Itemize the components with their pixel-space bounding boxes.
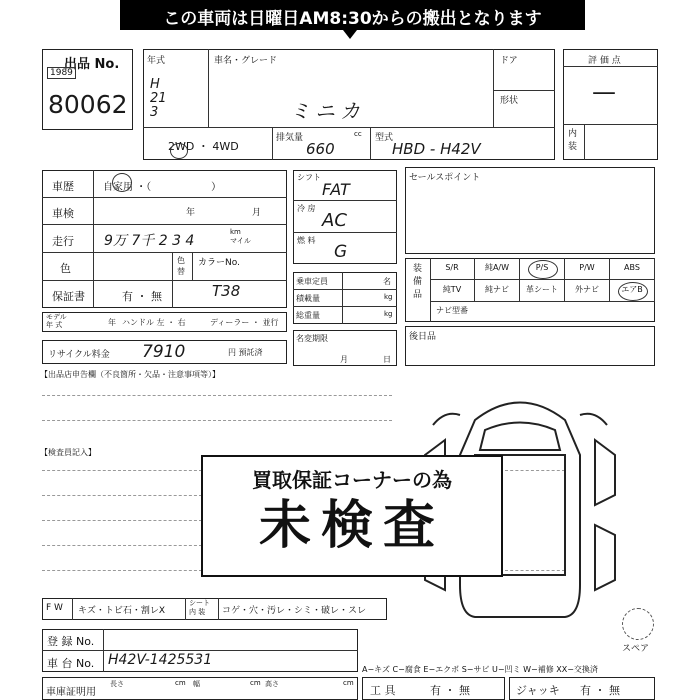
inspector-label: 【検査員記入】 xyxy=(40,448,96,457)
shadai-value: H42V-1425531 xyxy=(108,652,213,668)
dealer-options: ディーラー ・ 並行 xyxy=(210,318,279,327)
equip-option: ABS xyxy=(610,258,655,280)
soko-unit: km マイル xyxy=(230,228,251,245)
sales-point-label: セールスポイント xyxy=(409,173,481,183)
fuel-label: 燃 料 xyxy=(297,236,316,245)
equip-label: 装 備 品 xyxy=(413,264,423,300)
equip-option: 純TV xyxy=(430,280,475,302)
drive-options: 2WD ・ 4WD xyxy=(168,140,239,153)
shamei-label: 車名・グレード xyxy=(214,56,278,66)
equip-option: P/S xyxy=(520,258,565,280)
teiin-label: 乗車定員 xyxy=(296,277,328,286)
shasho-label: 車庫証明用 xyxy=(46,687,96,698)
gojitsu-box xyxy=(405,326,655,366)
haba-label: 幅 xyxy=(193,680,200,688)
naiso-label: 内 装 xyxy=(568,129,578,152)
stamp-line1: 買取保証コーナーの為 xyxy=(252,468,452,492)
hyokaten-value: — xyxy=(592,78,616,106)
equip-option: P/W xyxy=(565,258,610,280)
meihen-day: 日 xyxy=(383,355,391,364)
equip-circle xyxy=(618,282,648,301)
seat-items: コゲ・穴・汚レ・シミ・破レ・スレ xyxy=(222,606,367,616)
declaration-label: 【出品店申告欄（不良箇所・欠品・注意事項等）】 xyxy=(40,370,220,379)
shareki-circle xyxy=(112,173,132,192)
taka-cm: cm xyxy=(343,679,354,687)
jack-label: ジャッキ xyxy=(516,684,560,697)
sekisai-unit: kg xyxy=(384,293,393,301)
iro-label: 色 xyxy=(60,262,71,275)
nenshiki-value: H 21 3 xyxy=(150,77,167,120)
spare-label: スペア xyxy=(622,644,650,654)
shift-label: シフト xyxy=(297,173,321,182)
hosho-options: 有 ・ 無 xyxy=(122,290,162,303)
recycle-label: リサイクル料金 xyxy=(48,350,110,360)
katashiki-label: 型式 xyxy=(375,133,394,143)
katashiki-value: HBD - H42V xyxy=(392,140,481,158)
color-no-value: T38 xyxy=(212,282,241,300)
lot-number: 80062 xyxy=(48,90,128,119)
equip-option: 純ナビ xyxy=(475,280,520,302)
seat-label: シート 内 装 xyxy=(189,599,210,616)
shareki-value: 自家用 ・（ ） xyxy=(103,182,222,193)
lot-label: 出品 No. xyxy=(64,57,120,72)
toroku-label: 登 録 No. xyxy=(47,635,95,648)
cooler-value: AC xyxy=(322,210,347,231)
recycle-unit: 円 預託済 xyxy=(228,348,263,357)
handle-options: ハンドル 左 ・ 右 xyxy=(122,318,186,327)
naga-label: 長さ xyxy=(110,680,124,688)
recycle-value: 7910 xyxy=(142,342,186,362)
nenshiki-label: 年式 xyxy=(147,56,166,66)
sekisai-label: 積載量 xyxy=(296,294,320,303)
shaken-label: 車検 xyxy=(52,207,74,220)
hyokaten-label: 評 価 点 xyxy=(588,56,621,66)
meihen-label: 名変期限 xyxy=(296,334,328,343)
equip-option: 純A/W xyxy=(475,258,520,280)
shift-value: FAT xyxy=(322,180,350,199)
cc-unit: cc xyxy=(354,130,362,138)
soko-value: 9万 7千 2 3 4 xyxy=(104,233,195,249)
naga-cm: cm xyxy=(175,679,186,687)
haikiryo-value: 660 xyxy=(306,140,335,158)
equip-option: S/R xyxy=(430,258,475,280)
jack-options: 有 ・ 無 xyxy=(580,684,620,697)
sojuryo-label: 総重量 xyxy=(296,311,320,320)
stamp-line2: 未検査 xyxy=(258,496,445,556)
lot-year-tag: 1989 xyxy=(47,67,76,79)
haba-cm: cm xyxy=(250,679,261,687)
keijo-label: 形状 xyxy=(500,96,519,106)
kogu-options: 有 ・ 無 xyxy=(430,684,470,697)
haikiryo-label: 排気量 xyxy=(276,133,304,143)
hosho-label: 保証書 xyxy=(52,290,85,303)
equip-circle xyxy=(528,260,558,279)
equip-option: 革シート xyxy=(520,280,565,302)
sojuryo-unit: kg xyxy=(384,310,393,318)
banner-text: この車両は日曜日AM8:30からの搬出となります xyxy=(163,9,542,29)
door-label: ドア xyxy=(500,56,518,66)
teiin-unit: 名 xyxy=(383,277,391,286)
color-no-label: カラーNo. xyxy=(198,258,240,268)
meihen-month: 月 xyxy=(340,355,348,364)
model-label: モデル 年 式 xyxy=(46,313,67,329)
iro-side: 色 替 xyxy=(177,256,185,276)
fuel-value: G xyxy=(334,242,348,262)
shaken-month: 月 xyxy=(252,208,262,218)
equip-option: 外ナビ xyxy=(565,280,610,302)
equip-option: エアB xyxy=(610,280,655,302)
shamei-value: ミニカ xyxy=(290,99,365,123)
shaken-year: 年 xyxy=(186,208,196,218)
fw-items: キズ・トビ石・割レX xyxy=(78,606,165,616)
spare-tire-icon xyxy=(622,608,654,640)
shareki-label: 車歴 xyxy=(52,180,74,193)
kogu-label: 工 具 xyxy=(370,684,396,697)
fw-label: F W xyxy=(46,603,63,613)
cooler-label: 冷 房 xyxy=(297,204,316,213)
gojitsu-label: 後日品 xyxy=(409,332,437,342)
shadai-label: 車 台 No. xyxy=(47,657,95,670)
damage-codes: A−キズ C−腐食 E−エクボ S−サビ U−凹ミ W−補修 XX−交換済 xyxy=(362,665,598,674)
soko-label: 走行 xyxy=(52,235,74,248)
model-nen: 年 xyxy=(108,318,116,327)
banner-pointer xyxy=(343,30,357,39)
taka-label: 高さ xyxy=(265,680,279,688)
drive-circle xyxy=(170,143,188,159)
navi-label: ナビ型番 xyxy=(436,306,468,315)
